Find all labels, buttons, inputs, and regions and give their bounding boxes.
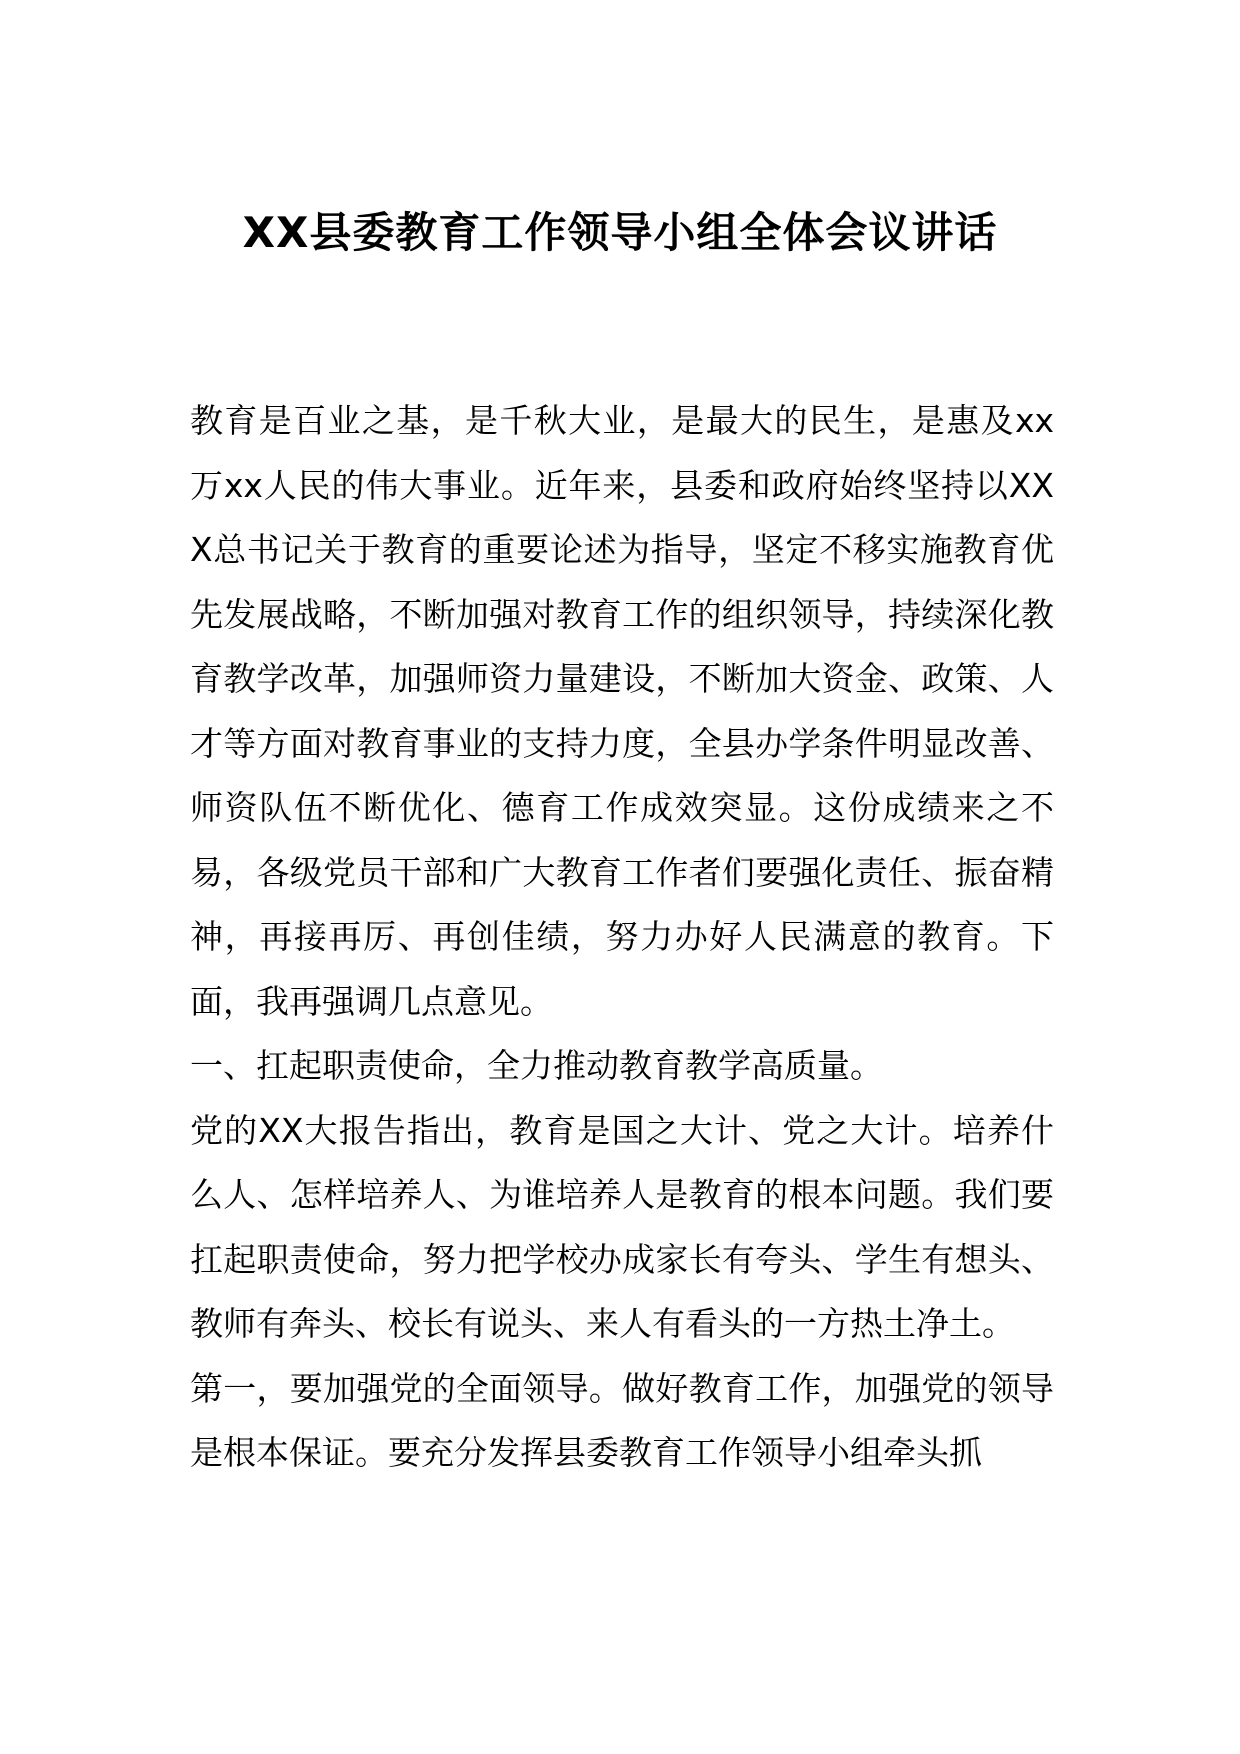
paragraph-point-1: 第一，要加强党的全面领导。做好教育工作，加强党的领导是根本保证。要充分发挥县委教育工作领导小组牵头抓 <box>190 1368 1054 1472</box>
document-title: XX县委教育工作领导小组全体会议讲话 <box>242 208 998 257</box>
paragraph-section-1: 党的XX大报告指出，教育是国之大计、党之大计。培养什么人、怎样培养人、为谁培养人是教育的根本问题。我们要扛起职责使命，努力把学校办成家长有夸头、学生有想头、教师有奔头、校长有说头、来人有看头的一方热土净土。 <box>190 1110 1054 1343</box>
paragraph-intro: 教育是百业之基，是千秋大业，是最大的民生，是惠及xx万xx人民的伟大事业。近年来，县委和政府始终坚持以XXX总书记关于教育的重要论述为指导，坚定不移实施教育优先发展战略，不断加强对教育工作的组织领导，持续深化教育教学改革，加强师资力量建设，不断加大资金、政策、人才等方面对教育事业的支持力度，全县办学条件明显改善、师资队伍不断优化、德育工作成效突显。这份成绩来之不易，各级党员干部和广大教育工作者们要强化责任、振奋精神，再接再厉、再创佳绩，努力办好人民满意的教育。下面，我再强调几点意见。 <box>190 401 1054 1021</box>
section-heading-1: 一、扛起职责使命，全力推动教育教学高质量。 <box>190 1046 883 1085</box>
document-body <box>190 389 1054 1486</box>
